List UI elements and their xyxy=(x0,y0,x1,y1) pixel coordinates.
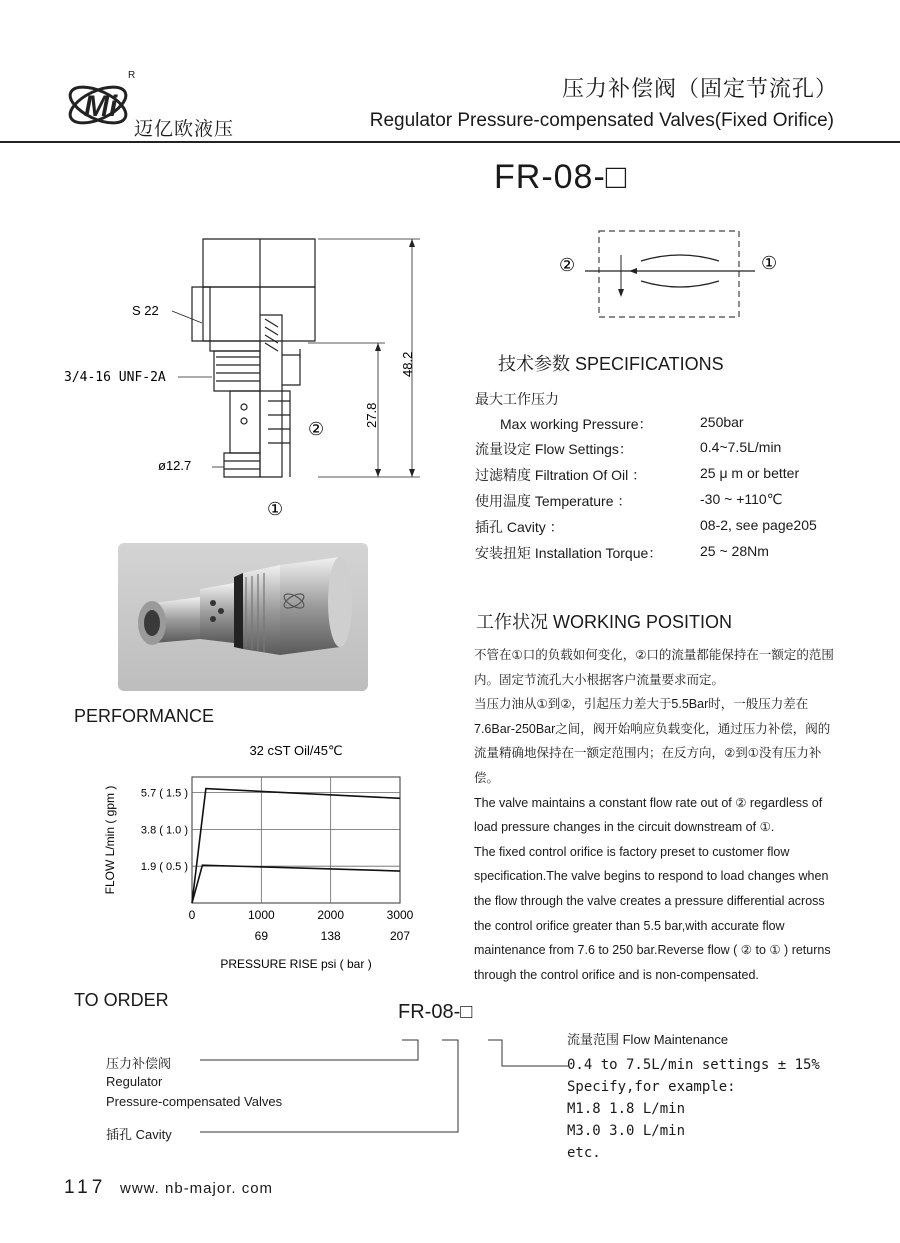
specs-heading: 技术参数 SPECIFICATIONS xyxy=(498,354,724,374)
x-tick-sublabel: 207 xyxy=(389,929,411,943)
model-code-box: □ xyxy=(605,158,628,196)
working-line: the control orifice greater than 5.5 bar,with accurate flow xyxy=(474,918,785,933)
company-name: 迈亿欧液压 xyxy=(134,119,235,140)
y-tick-label: 5.7 ( 1.5 ) xyxy=(140,787,188,800)
order-connectors xyxy=(190,1036,570,1140)
order-flow-heading xyxy=(567,1029,728,1048)
dim-body-label: 27.8 xyxy=(364,402,379,428)
working-line: The valve maintains a constant flow rate out of ② regardless of xyxy=(474,795,823,810)
working-heading: 工作状况 WORKING POSITION xyxy=(476,612,733,632)
spec-torque-value: 25 ~ 28Nm xyxy=(700,543,769,559)
order-cavity: 插孔 Cavity xyxy=(106,1127,172,1142)
working-line: 内。固定节流孔大小根据客户流量要求而定。 xyxy=(474,672,725,687)
order-left-cn: 压力补偿阀 xyxy=(106,1056,172,1071)
order-left-en2: Pressure-compensated Valves xyxy=(106,1094,283,1109)
working-line: maintenance from 7.6 to 250 bar.Reverse flow ( ② to ① ) returns xyxy=(474,943,831,958)
brand-logo xyxy=(64,72,136,134)
working-line: 当压力油从①到②，引起压力差大于5.5Bar时，一般压力差在 xyxy=(474,697,809,712)
working-line: load pressure changes in the circuit downstream of ①. xyxy=(474,820,775,835)
x-axis-label: PRESSURE RISE psi ( bar ) xyxy=(220,957,372,971)
spec-max-pressure-label: Max working Pressure： xyxy=(500,416,653,432)
order-flow-heading-en: Maintenance xyxy=(653,1032,729,1047)
x-tick-label: 3000 xyxy=(386,908,414,922)
order-code-text: FR-08- xyxy=(398,1001,461,1023)
svg-text:Mi: Mi xyxy=(84,90,118,123)
spec-max-pressure-cn: 最大工作压力 xyxy=(475,391,559,407)
working-line: specification.The valve begins to respond to load changes when xyxy=(474,869,829,884)
drawing-port-1: ① xyxy=(267,499,284,519)
order-heading: TO ORDER xyxy=(74,990,169,1010)
working-text xyxy=(474,643,834,987)
header-divider xyxy=(0,141,900,143)
spec-torque-label: 安装扭矩 Installation Torque： xyxy=(475,545,663,561)
y-tick-label: 3.8 ( 1.0 ) xyxy=(140,824,188,837)
page-number: 117 xyxy=(64,1177,107,1198)
spec-cavity-value: 08-2, see page205 xyxy=(700,517,817,533)
spec-filtration-value: 25 μ m or better xyxy=(700,465,800,481)
order-flow-heading-cn: 流量范围 Flow xyxy=(567,1032,651,1047)
working-line: 7.6Bar-250Bar之间，阀开始响应负载变化，通过压力补偿，阀的 xyxy=(474,721,831,736)
spec-flow-value: 0.4~7.5L/min xyxy=(700,439,782,455)
symbol-port-1: ① xyxy=(761,253,778,273)
page-title-cn: 压力补偿阀（固定节流孔） xyxy=(561,76,838,101)
order-code xyxy=(398,1001,472,1024)
order-flow-line: M3.0 3.0 L/min xyxy=(567,1123,686,1139)
performance-chart xyxy=(96,735,426,980)
x-tick-label: 0 xyxy=(188,908,196,922)
working-line: 不管在①口的负载如何变化，②口的流量都能保持在一额定的范围 xyxy=(474,648,834,662)
series-line-1 xyxy=(192,789,400,903)
spec-temperature-value: -30 ~ +110℃ xyxy=(700,491,783,507)
spec-temperature-label: 使用温度 Temperature ： xyxy=(475,493,632,509)
hex-label: S 22 xyxy=(132,303,159,318)
diameter-label: ø12.7 xyxy=(158,458,192,473)
chart-frame xyxy=(192,777,400,903)
order-left-en1: Regulator xyxy=(106,1074,163,1089)
model-code-text: FR-08- xyxy=(494,158,606,196)
product-photo xyxy=(118,543,368,691)
y-axis-label: FLOW L/min ( gpm ) xyxy=(103,785,117,895)
spec-flow-label: 流量设定 Flow Settings： xyxy=(475,441,633,457)
order-code-box: □ xyxy=(460,1001,473,1023)
brand-registered: R xyxy=(128,70,136,81)
symbol-port-2: ② xyxy=(559,255,576,275)
y-tick-label: 1.9 ( 0.5 ) xyxy=(140,861,188,874)
thread-label: 3/4-16 UNF-2A xyxy=(64,370,166,385)
valve-drawing xyxy=(60,225,440,525)
working-line: 流量精确地保持在一额定范围内；在反方向，②到①没有压力补偿。 xyxy=(474,746,822,785)
spec-max-pressure-value: 250bar xyxy=(700,414,744,430)
series-line-2 xyxy=(192,865,400,903)
spec-cavity-label: 插孔 Cavity ： xyxy=(475,519,564,535)
order-flow-line: 0.4 to 7.5L/min settings ± 15% xyxy=(567,1057,820,1073)
working-line: the flow through the valve creates a pressure differential across xyxy=(474,893,825,908)
x-tick-sublabel: 138 xyxy=(320,929,341,943)
x-tick-label: 1000 xyxy=(247,908,275,922)
x-tick-sublabel: 69 xyxy=(254,929,269,943)
website-url: www. nb-major. com xyxy=(120,1180,274,1197)
model-code xyxy=(494,158,627,197)
spec-filtration-label: 过滤精度 Filtration Of Oil ： xyxy=(475,467,647,483)
order-flow-list xyxy=(567,1054,820,1164)
order-flow-line: Specify,for example: xyxy=(567,1079,736,1095)
drawing-port-2: ② xyxy=(308,419,325,439)
working-line: The fixed control orifice is factory preset to customer flow xyxy=(474,844,790,859)
chart-title: 32 cST Oil/45℃ xyxy=(249,743,343,758)
logo-mark-icon xyxy=(64,72,136,134)
page-title-en: Regulator Pressure-compensated Valves(Fixed Orifice) xyxy=(369,110,834,131)
order-flow-line: M1.8 1.8 L/min xyxy=(567,1101,686,1117)
performance-heading: PERFORMANCE xyxy=(74,706,215,726)
working-line: through the control orifice and is non-compensated. xyxy=(474,967,759,982)
order-flow-line: etc. xyxy=(567,1145,601,1161)
dim-total-label: 48.2 xyxy=(400,351,415,377)
x-tick-label: 2000 xyxy=(317,908,345,922)
hydraulic-symbol xyxy=(555,225,795,325)
